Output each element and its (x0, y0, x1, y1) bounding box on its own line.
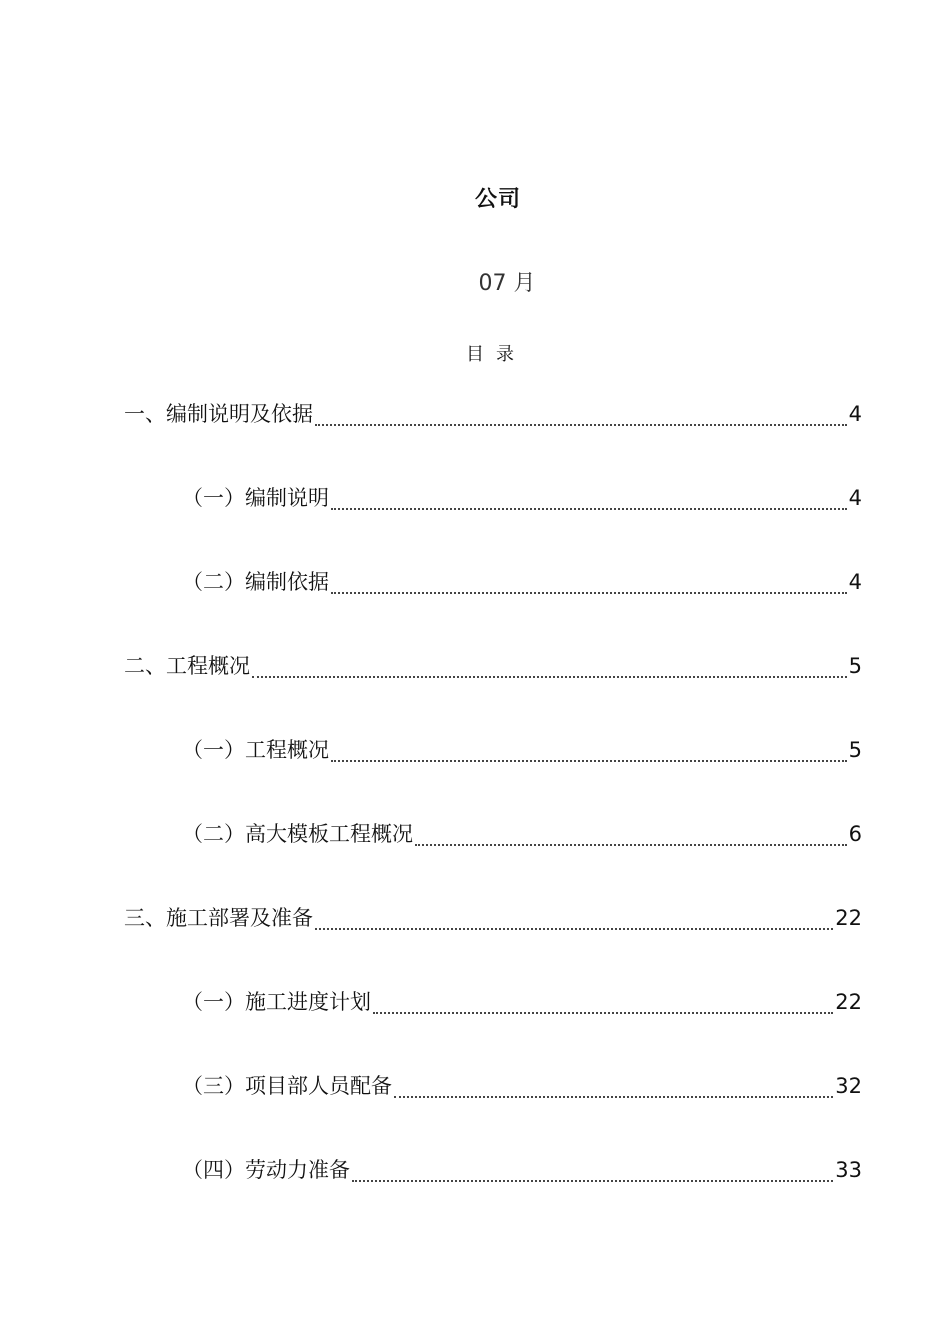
toc-dot-leader (252, 656, 847, 678)
toc-dot-leader (415, 824, 847, 846)
toc-dot-leader (352, 1160, 833, 1182)
toc-entry-label: （二）高大模板工程概况 (182, 822, 413, 846)
toc-entry[interactable] (0, 818, 950, 902)
toc-entry-label: （四）劳动力准备 (182, 1158, 350, 1182)
toc-dot-leader (373, 992, 833, 1014)
toc-entry[interactable] (0, 1070, 950, 1154)
toc-entry-label: 二、工程概况 (124, 654, 250, 678)
toc-entry-page: 22 (835, 906, 862, 930)
toc-dot-leader (315, 404, 847, 426)
toc-entry-page: 33 (835, 1158, 862, 1182)
toc-entry-page: 4 (848, 486, 862, 510)
table-of-contents (0, 398, 950, 1238)
toc-entry[interactable] (0, 902, 950, 986)
toc-entry-page: 5 (848, 654, 862, 678)
toc-entry-label: （一）工程概况 (182, 738, 329, 762)
toc-entry[interactable] (0, 398, 950, 482)
toc-entry[interactable] (0, 650, 950, 734)
toc-entry[interactable] (0, 566, 950, 650)
toc-entry-label: 三、施工部署及准备 (124, 906, 313, 930)
toc-entry[interactable] (0, 482, 950, 566)
toc-entry-label: （三）项目部人员配备 (182, 1074, 392, 1098)
document-date: 07 月 (478, 271, 536, 296)
toc-dot-leader (331, 572, 847, 594)
toc-dot-leader (315, 908, 833, 930)
toc-entry-label: （一）编制说明 (182, 486, 329, 510)
toc-entry-page: 4 (848, 570, 862, 594)
toc-entry-page: 22 (835, 990, 862, 1014)
toc-entry-label: 一、编制说明及依据 (124, 402, 313, 426)
toc-entry[interactable] (0, 734, 950, 818)
toc-entry-label: （二）编制依据 (182, 570, 329, 594)
toc-dot-leader (331, 740, 847, 762)
company-name: 公司 (474, 187, 521, 212)
toc-entry-page: 4 (848, 402, 862, 426)
toc-entry[interactable] (0, 986, 950, 1070)
toc-title: 目录 (466, 344, 526, 365)
toc-entry[interactable] (0, 1154, 950, 1238)
toc-entry-label: （一）施工进度计划 (182, 990, 371, 1014)
toc-dot-leader (331, 488, 847, 510)
toc-entry-page: 5 (848, 738, 862, 762)
toc-dot-leader (394, 1076, 833, 1098)
toc-entry-page: 32 (835, 1074, 862, 1098)
toc-entry-page: 6 (848, 822, 862, 846)
